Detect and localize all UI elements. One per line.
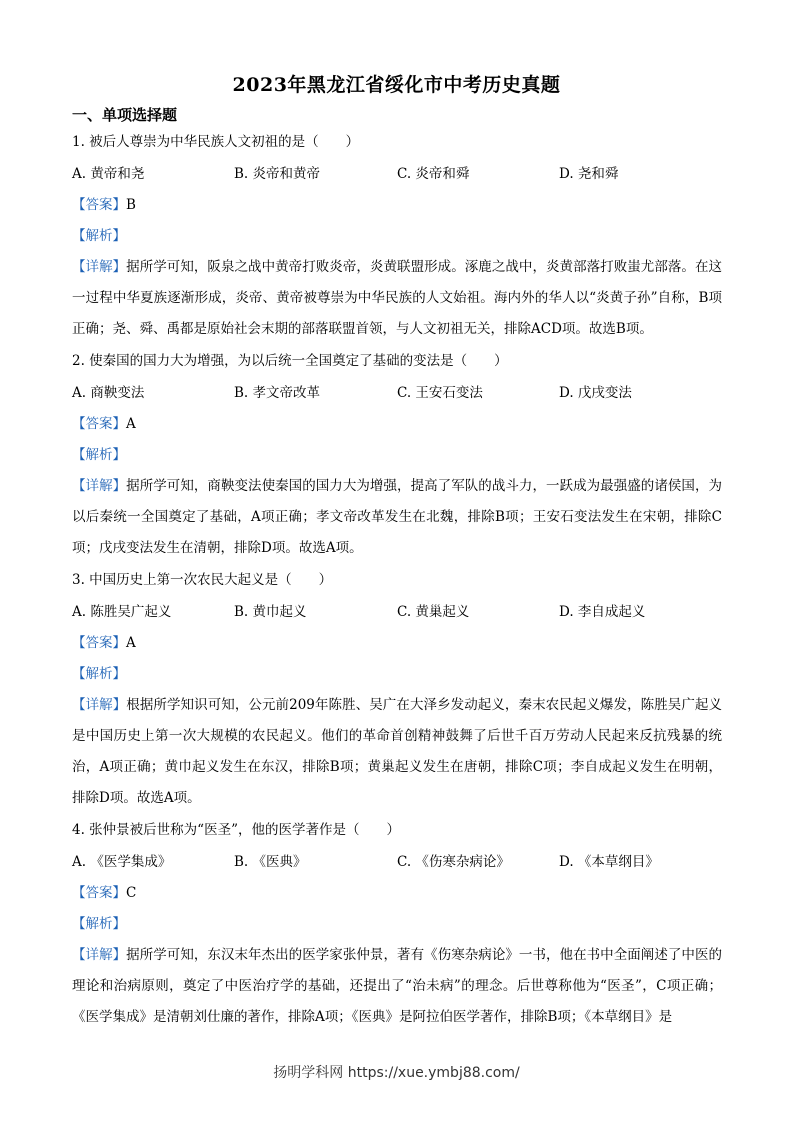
option-c: C. 王安石变法 [397, 385, 483, 401]
detail-text: 据所学可知，阪泉之战中黄帝打败炎帝，炎黄联盟形成。涿鹿之战中，炎黄部落打败蚩尤部落。在这一过程中华夏族逐渐形成，炎帝、黄帝被尊崇为中华民族的人文始祖。海内外的华人以“炎黄子孙”自称，B项正确；尧、舜、禹都是原始社会末期的部落联盟首领，与人文初祖无关，排除ACD项。故选B项。 [72, 259, 723, 337]
answer-label: 【答案】 [72, 416, 126, 432]
question-stem: 4. 张仲景被后世称为“医圣”，他的医学著作是（ ） [72, 822, 400, 838]
option-c: C. 黄巢起义 [397, 604, 470, 620]
answer-value: C [126, 885, 137, 901]
option-b: B. 炎帝和黄帝 [234, 166, 321, 182]
detail-label: 【详解】 [72, 259, 127, 275]
answer-value: B [126, 197, 136, 213]
answer-value: A [126, 416, 136, 432]
footer-watermark: 扬明学科网 https://xue.ymbj88.com/ [273, 1065, 520, 1081]
answer-value: A [126, 635, 136, 651]
page-title: 2023年黑龙江省绥化市中考历史真题 [232, 74, 561, 96]
answer-label: 【答案】 [72, 885, 126, 901]
option-a: A. 《医学集成》 [72, 854, 172, 870]
detail-paragraph [72, 471, 722, 564]
answer-line [72, 195, 136, 215]
detail-paragraph [72, 252, 722, 345]
option-d: D. 尧和舜 [559, 166, 619, 182]
detail-paragraph [72, 690, 722, 814]
detail-text: 据所学可知，商鞅变法使秦国的国力大为增强，提高了军队的战斗力，一跃成为最强盛的诸侯国，为以后秦统一全国奠定了基础，A项正确；孝文帝改革发生在北魏，排除B项；王安石变法发生在宋朝，排除C项；戊戌变法发生在清朝，排除D项。故选A项。 [72, 478, 723, 556]
option-b: B. 黄巾起义 [234, 604, 307, 620]
analysis-label: 【解析】 [72, 666, 126, 682]
analysis-label: 【解析】 [72, 228, 126, 244]
question-stem: 2. 使秦国的国力大为增强，为以后统一全国奠定了基础的变法是（ ） [72, 353, 508, 369]
detail-label: 【详解】 [72, 697, 127, 713]
option-b: B. 《医典》 [234, 854, 307, 870]
section-heading: 一、单项选择题 [72, 106, 178, 124]
option-c: C. 炎帝和舜 [397, 166, 470, 182]
detail-label: 【详解】 [72, 947, 127, 963]
answer-label: 【答案】 [72, 197, 126, 213]
question-stem: 3. 中国历史上第一次农民大起义是（ ） [72, 572, 333, 588]
detail-text: 根据所学知识可知，公元前209年陈胜、吴广在大泽乡发动起义，秦末农民起义爆发，陈胜吴广起义是中国历史上第一次大规模的农民起义。他们的革命首创精神鼓舞了后世千百万劳动人民起来反抗残暴的统治，A项正确；黄巾起义发生在东汉，排除B项；黄巢起义发生在唐朝，排除C项；李自成起义发生在明朝，排除D项。故选A项。 [72, 697, 722, 806]
analysis-label: 【解析】 [72, 447, 126, 463]
option-c: C. 《伤寒杂病论》 [397, 854, 510, 870]
option-b: B. 孝文帝改革 [234, 385, 321, 401]
answer-line [72, 883, 136, 903]
question-stem: 1. 被后人尊崇为中华民族人文初祖的是（ ） [72, 134, 360, 150]
detail-label: 【详解】 [72, 478, 127, 494]
answer-line [72, 414, 136, 434]
option-d: D. 李自成起义 [559, 604, 646, 620]
option-a: A. 商鞅变法 [72, 385, 145, 401]
detail-paragraph [72, 940, 722, 1033]
analysis-label: 【解析】 [72, 916, 126, 932]
answer-line [72, 633, 136, 653]
option-a: A. 陈胜吴广起义 [72, 604, 172, 620]
detail-text: 据所学可知，东汉末年杰出的医学家张仲景，著有《伤寒杂病论》一书，他在书中全面阐述了中医的理论和治病原则，奠定了中医治疗学的基础，还提出了“治未病”的理念。后世尊称他为“医圣”，C项正确；《医学集成》是清朝刘仕廉的著作，排除A项；《医典》是阿拉伯医学著作，排除B项；《本草纲目》是 [72, 947, 723, 1025]
option-d: D. 《本草纲目》 [559, 854, 659, 870]
option-a: A. 黄帝和尧 [72, 166, 145, 182]
option-d: D. 戊戌变法 [559, 385, 632, 401]
answer-label: 【答案】 [72, 635, 126, 651]
